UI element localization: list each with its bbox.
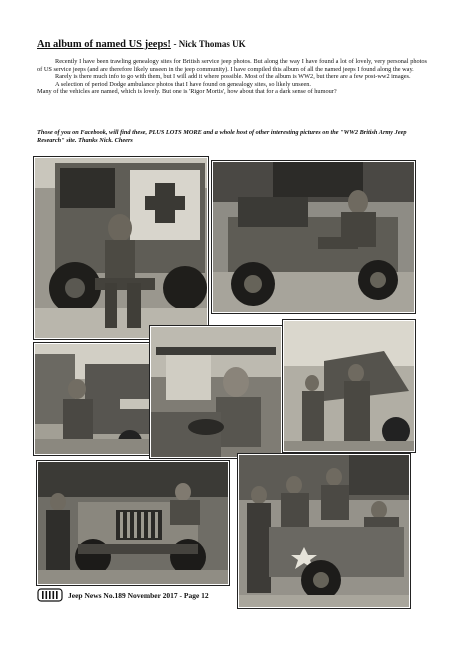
- page-footer: [37, 587, 337, 603]
- photo-image: [239, 455, 409, 607]
- photo-jeep-driver-seated: [212, 161, 415, 313]
- photo-jeep-soldier-leaning: [34, 343, 156, 455]
- photo-image: [35, 158, 207, 338]
- photo-jeep-driver-smiling: [150, 326, 282, 458]
- photo-image: [35, 344, 155, 454]
- photo-jeep-group-soldiers: [238, 454, 410, 608]
- photo-image: [284, 321, 414, 451]
- jeep-grille-icon: [37, 588, 63, 602]
- article-title: An album of named US jeeps!: [37, 39, 171, 50]
- photo-image: [38, 462, 228, 584]
- photo-image: [151, 327, 281, 457]
- article-heading: [37, 39, 427, 50]
- photo-two-soldiers-by-jeep: [283, 320, 415, 452]
- paragraph-2: Rarely is there much info to go with them, but I will add it where possible. Most of the album is WW2, but there are a few post-ww2 images.: [55, 73, 411, 81]
- paragraph-4: Many of the vehicles are named, which is lovely. But one is 'Rigor Mortis', how about that for a dark sense of humour?: [37, 88, 337, 96]
- article-body: [37, 58, 427, 96]
- paragraph-1: Recently I have been trawling genealogy sites for British service jeep photos. But along the way I have found a lot of lovely, very personal photos of US service jeeps (and are therefore likely unseen in the jeep community). I have compiled this album of all the named jeeps I found along the way.: [37, 58, 427, 73]
- photo-image: [213, 162, 414, 312]
- facebook-note: Those of you on Facebook, will find these, PLUS LOTS MORE and a whole host of other interesting pictures on the "WW2 British Army Jeep Research" site. Thanks Nick. Cheers: [37, 129, 407, 144]
- photo-dodge-ambulance-soldier: [34, 157, 208, 339]
- paragraph-3: A selection of period Dodge ambulance photos that I have found on genealogy sites, so likely unseen.: [55, 80, 312, 88]
- article-author: - Nick Thomas UK: [173, 39, 246, 49]
- footer-text: Jeep News No.189 November 2017 - Page 12: [68, 590, 209, 600]
- photo-jeep-infantry-front: [37, 461, 229, 585]
